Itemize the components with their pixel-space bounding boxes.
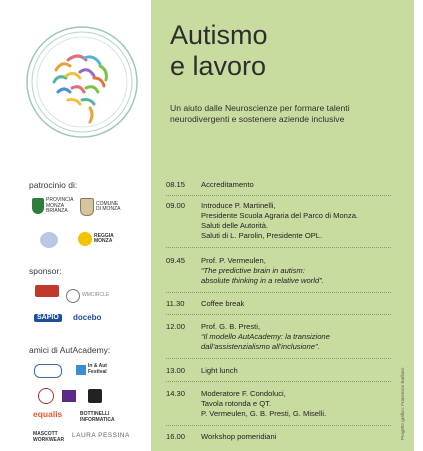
amici-square-purple-icon	[62, 390, 76, 402]
comune-shield-icon	[80, 198, 94, 216]
agenda-time: 09.45	[166, 256, 186, 265]
reggia-logo-text: REGGIA MONZA	[94, 232, 114, 244]
reggia-emblem-icon	[78, 232, 92, 246]
inaut-mark-icon	[76, 365, 86, 375]
agenda-desc	[201, 389, 391, 419]
sponsor-logo-1	[35, 285, 59, 297]
agenda-line: Introduce P. Martinelli,	[201, 201, 276, 210]
laura-pessina-logo	[72, 433, 130, 439]
amici-round-icon	[38, 388, 54, 404]
ente-emblem-icon	[40, 232, 58, 248]
agenda-line: P. Vermeulen, G. B. Presti, G. Miselli.	[201, 409, 327, 418]
amici-logo-4	[62, 390, 76, 402]
wm-circle-icon	[66, 289, 80, 303]
agenda-italic-line: “Il modello AutAcademy: la transizione	[201, 332, 330, 341]
amici-logo-3	[38, 388, 54, 404]
wm-logo-text: WMCIRCLE	[82, 292, 110, 299]
inaut-logo	[76, 364, 114, 375]
inaut-logo-text: In & Aut Festival	[88, 363, 107, 375]
sponsor-red-mark-icon	[35, 285, 59, 297]
agenda-time: 09.00	[166, 201, 186, 210]
agenda-time: 11.30	[166, 299, 185, 308]
agenda-line: Presidente Scuola Agraria del Parco di Monza.	[201, 211, 359, 220]
provincia-logo-text: PROVINCIA MONZA BRIANZA	[46, 197, 74, 214]
bottinelli-logo-text: BOTTINELLI INFORMATICA	[80, 411, 115, 423]
agenda-time: 08.15	[166, 180, 186, 189]
docebo-logo-text: docebo	[73, 313, 102, 322]
agenda-time: 13.00	[166, 366, 186, 375]
amici-label: amici di AutAcademy:	[29, 345, 111, 355]
amici-logo-1	[34, 364, 62, 378]
amici-logo-5	[88, 389, 102, 403]
agenda-desc	[201, 299, 391, 309]
right-margin	[414, 0, 423, 451]
agenda-separator	[166, 358, 391, 359]
design-credit: Progetto grafico: Francesco Barbaro	[400, 367, 405, 440]
bottinelli-logo	[80, 412, 116, 423]
agenda-separator	[166, 314, 391, 315]
provincia-logo	[32, 198, 82, 215]
wm-logo	[66, 289, 109, 303]
agenda-separator	[166, 195, 391, 196]
agenda-line: Tavola rotonda e QT.	[201, 399, 272, 408]
agenda-line: Prof. G. B. Presti,	[201, 322, 261, 331]
ente-logo	[40, 232, 58, 248]
comune-logo-text: COMUNE DI MONZA	[96, 200, 121, 212]
agenda-desc	[201, 201, 391, 241]
page-title	[170, 20, 268, 82]
sapio-logo-text: SAPIO	[34, 314, 62, 322]
agenda-italic-line: “The predictive brain in autism:	[201, 266, 305, 275]
agenda-line: Light lunch	[201, 366, 238, 375]
agenda-line: Moderatore F. Condoluci,	[201, 389, 286, 398]
agenda-line: Saluti delle Autorità.	[201, 221, 269, 230]
provincia-shield-icon	[32, 198, 44, 214]
left-margin	[0, 0, 18, 451]
agenda-desc	[201, 322, 391, 352]
agenda-italic-line: dall’assistenzialismo all’inclusione”.	[201, 342, 320, 351]
agenda-separator	[166, 292, 391, 293]
brain-logo-icon	[20, 20, 145, 145]
agenda-time: 12.00	[166, 322, 186, 331]
amici-oval-icon	[34, 364, 62, 378]
patrocinio-label: patrocinio di:	[29, 180, 78, 190]
docebo-logo	[73, 315, 101, 321]
page-subtitle: Un aiuto dalle Neuroscienze per formare talenti neurodivergenti e sostenere aziende inclusive	[170, 103, 350, 124]
agenda-time: 14.30	[166, 389, 186, 398]
amici-square-dark-icon	[88, 389, 102, 403]
mascott-logo-text: MASCOTT WORKWEAR	[33, 431, 65, 443]
sapio-logo	[34, 314, 62, 322]
laura-pessina-logo-text: LAURA PESSINA	[72, 432, 130, 439]
agenda-line: Saluti di L. Parolin, Presidente OPL.	[201, 231, 323, 240]
agenda-time: 16.00	[166, 432, 186, 441]
agenda-desc	[201, 256, 391, 286]
agenda-desc	[201, 432, 391, 442]
agenda-line: Coffee break	[201, 299, 245, 308]
title-line-2: e lavoro	[170, 51, 267, 81]
agenda-line: Prof. P. Vermeulen,	[201, 256, 266, 265]
agenda-italic-line: absolute thinking in a relative world”.	[201, 276, 324, 285]
agenda-separator	[166, 247, 391, 248]
sponsor-label: sponsor:	[29, 266, 62, 276]
agenda-desc	[201, 366, 391, 376]
equalis-logo-text: equalis	[33, 409, 63, 419]
reggia-logo	[78, 232, 122, 246]
comune-logo	[80, 198, 124, 216]
equalis-logo	[33, 409, 63, 419]
agenda-separator	[166, 425, 391, 426]
mascott-logo	[33, 432, 67, 443]
agenda-line: Accreditamento	[201, 180, 254, 189]
agenda-separator	[166, 381, 391, 382]
title-line-1: Autismo	[170, 20, 268, 50]
agenda-line: Workshop pomeridiani	[201, 432, 277, 441]
agenda-desc	[201, 180, 391, 190]
